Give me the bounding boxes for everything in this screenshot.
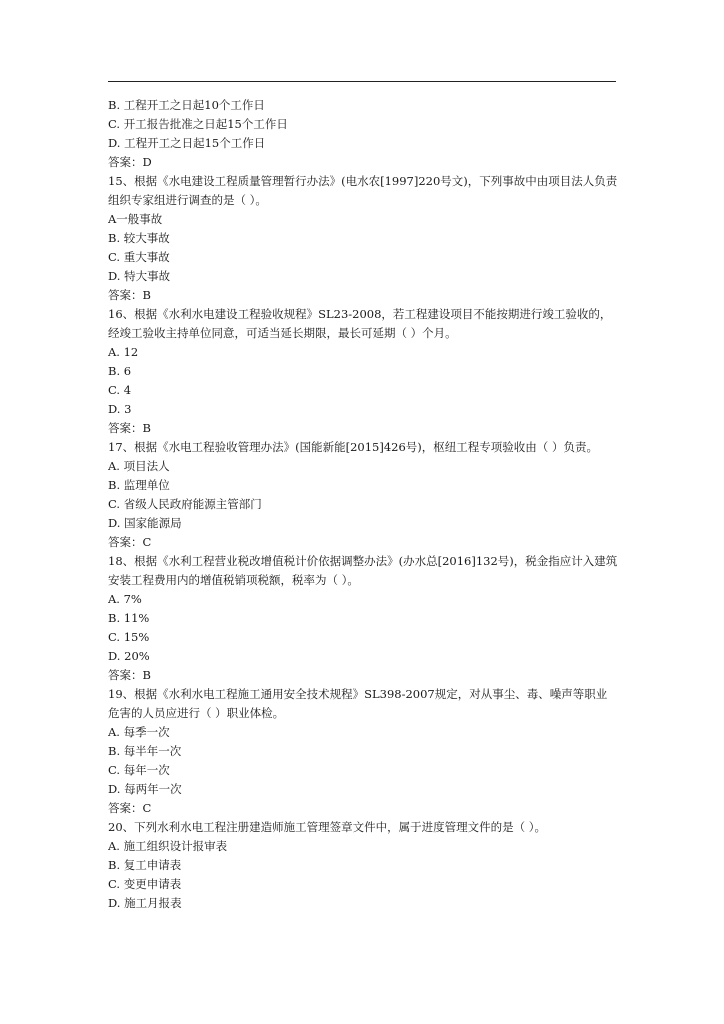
option-line: D. 每两年一次 [108, 782, 182, 796]
option-line: B. 每半年一次 [108, 744, 182, 758]
option-line: A. 12 [108, 345, 139, 359]
option-line: A. 施工组织设计报审表 [108, 839, 228, 853]
question-text: 20、下列水利水电工程注册建造师施工管理签章文件中，属于进度管理文件的是（ ）。 [108, 820, 547, 834]
question-text: 16、根据《水利水电建设工程验收规程》SL23-2008，若工程建设项目不能按期进行竣工验收的，经竣工验收主持单位同意，可适当延长期限，最长可延期（ ）个月。 [108, 307, 612, 340]
question-text: 19、根据《水利水电工程施工通用安全技术规程》SL398-2007规定，对从事尘、毒、噪声等职业危害的人员应进行（ ）职业体检。 [108, 687, 608, 720]
answer-line: 答案：C [108, 801, 152, 815]
option-line: D. 施工月报表 [108, 896, 182, 910]
answer-line: 答案：D [108, 155, 152, 169]
option-line: D. 国家能源局 [108, 516, 182, 530]
option-line: C. 开工报告批准之日起15个工作日 [108, 117, 288, 131]
option-line: B. 监理单位 [108, 478, 170, 492]
option-line: D. 3 [108, 402, 132, 416]
option-line: B. 较大事故 [108, 231, 170, 245]
option-line: C. 4 [108, 383, 132, 397]
option-line: A. 项目法人 [108, 459, 170, 473]
option-line: B. 6 [108, 364, 132, 378]
option-line: A一般事故 [108, 212, 163, 226]
question-text: 17、根据《水电工程验收管理办法》(国能新能[2015]426号)，枢纽工程专项验收由（ ）负责。 [108, 440, 598, 454]
answer-line: 答案：B [108, 421, 151, 435]
answer-line: 答案：C [108, 535, 152, 549]
option-line: C. 15% [108, 630, 150, 644]
option-line: C. 重大事故 [108, 250, 170, 264]
question-text: 18、根据《水利工程营业税改增值税计价依据调整办法》(办水总[2016]132号)，税金指应计入建筑安装工程费用内的增值税销项税额，税率为（ ）。 [108, 554, 618, 587]
option-line: D. 特大事故 [108, 269, 171, 283]
option-line: B. 工程开工之日起10个工作日 [108, 98, 265, 112]
question-text: 15、根据《水电建设工程质量管理暂行办法》(电水农[1997]220号文)，下列事故中由项目法人负责组织专家组进行调查的是（ ）。 [108, 174, 618, 207]
answer-line: 答案：B [108, 668, 151, 682]
option-line: C. 省级人民政府能源主管部门 [108, 497, 262, 511]
document-body [108, 96, 618, 913]
option-line: C. 每年一次 [108, 763, 170, 777]
option-line: D. 工程开工之日起15个工作日 [108, 136, 266, 150]
option-line: C. 变更申请表 [108, 877, 182, 891]
option-line: A. 每季一次 [108, 725, 170, 739]
answer-line: 答案：B [108, 288, 151, 302]
header-rule [108, 81, 616, 82]
option-line: D. 20% [108, 649, 150, 663]
option-line: A. 7% [108, 592, 142, 606]
option-line: B. 复工申请表 [108, 858, 182, 872]
option-line: B. 11% [108, 611, 150, 625]
